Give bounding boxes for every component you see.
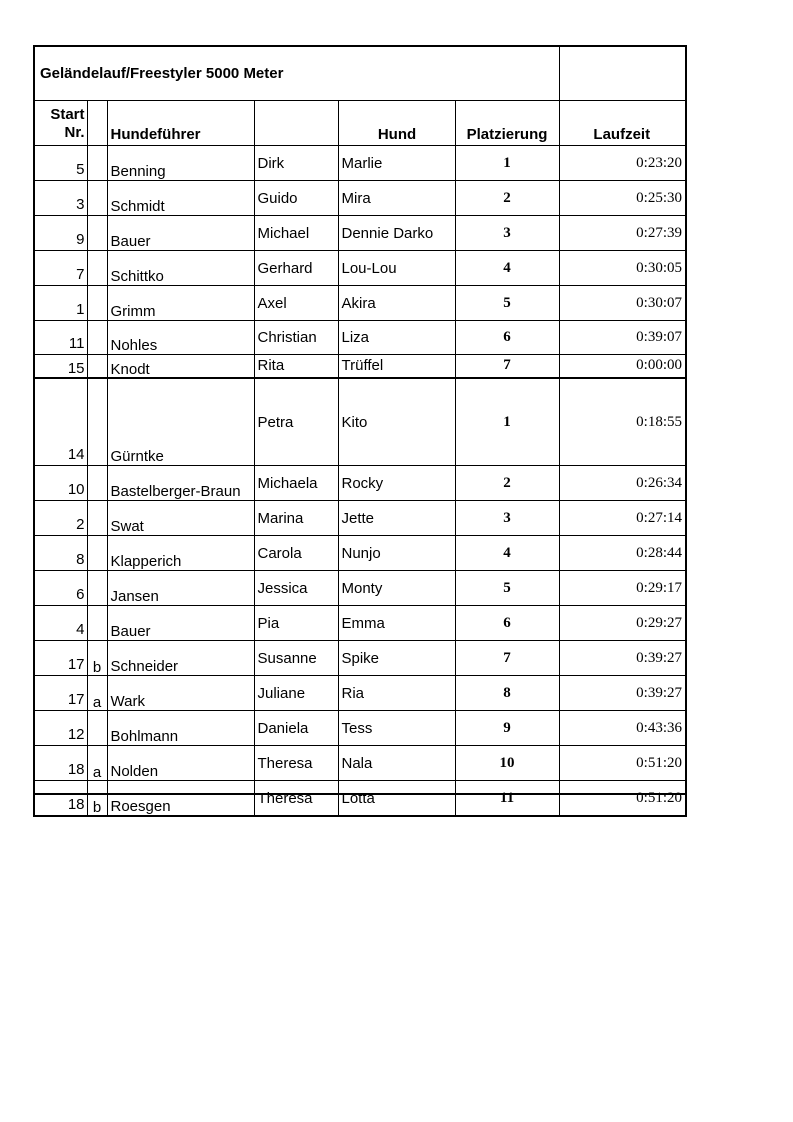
table-row	[34, 378, 686, 466]
dog-name-cell: Jette	[338, 501, 455, 536]
table-row	[34, 355, 686, 379]
header-handler: Hundeführer	[107, 101, 254, 146]
placement-cell: 6	[455, 606, 559, 641]
sub-letter-cell	[87, 466, 107, 501]
table-title: Geländelauf/Freestyler 5000 Meter	[34, 46, 559, 101]
handler-firstname-cell: Gerhard	[254, 251, 338, 286]
placement-cell: 3	[455, 501, 559, 536]
handler-lastname-cell: Nohles	[107, 321, 254, 355]
dog-name-cell: Dennie Darko	[338, 216, 455, 251]
sub-letter-cell	[87, 536, 107, 571]
handler-firstname-cell: Christian	[254, 321, 338, 355]
table-row	[34, 746, 686, 781]
handler-firstname-cell: Theresa	[254, 746, 338, 781]
dog-name-cell: Marlie	[338, 146, 455, 181]
header-row	[34, 101, 686, 146]
handler-lastname-cell: Roesgen	[107, 781, 254, 817]
header-start-line2: Nr.	[64, 124, 85, 141]
placement-cell: 2	[455, 181, 559, 216]
handler-lastname-cell: Swat	[107, 501, 254, 536]
handler-lastname-cell: Benning	[107, 146, 254, 181]
sub-letter-cell	[87, 355, 107, 379]
run-time-cell: 0:27:14	[559, 501, 686, 536]
table-row	[34, 466, 686, 501]
handler-lastname-cell: Schmidt	[107, 181, 254, 216]
placement-cell: 1	[455, 378, 559, 466]
start-number-cell: 17	[34, 641, 87, 676]
handler-lastname-cell: Jansen	[107, 571, 254, 606]
handler-firstname-cell: Juliane	[254, 676, 338, 711]
placement-cell: 1	[455, 146, 559, 181]
dog-name-cell: Akira	[338, 286, 455, 321]
run-time-cell: 0:00:00	[559, 355, 686, 379]
sub-letter-cell: a	[87, 676, 107, 711]
header-start-number	[34, 101, 87, 146]
sub-letter-cell	[87, 146, 107, 181]
handler-lastname-cell: Bastelberger-Braun	[107, 466, 254, 501]
run-time-cell: 0:39:27	[559, 676, 686, 711]
start-number-cell: 11	[34, 321, 87, 355]
sub-letter-cell	[87, 711, 107, 746]
handler-firstname-cell: Pia	[254, 606, 338, 641]
table-row	[34, 606, 686, 641]
sub-letter-cell	[87, 321, 107, 355]
start-number-cell: 5	[34, 146, 87, 181]
handler-firstname-cell: Axel	[254, 286, 338, 321]
table-row	[34, 781, 686, 817]
run-time-cell: 0:39:07	[559, 321, 686, 355]
placement-cell: 8	[455, 676, 559, 711]
title-empty-cell	[559, 46, 686, 101]
table-row	[34, 571, 686, 606]
run-time-cell: 0:30:07	[559, 286, 686, 321]
table-row	[34, 501, 686, 536]
dog-name-cell: Lou-Lou	[338, 251, 455, 286]
handler-firstname-cell: Susanne	[254, 641, 338, 676]
sub-letter-cell: b	[87, 641, 107, 676]
placement-cell: 4	[455, 536, 559, 571]
table-row	[34, 181, 686, 216]
placement-cell: 4	[455, 251, 559, 286]
handler-firstname-cell: Daniela	[254, 711, 338, 746]
table-row	[34, 321, 686, 355]
placement-cell: 6	[455, 321, 559, 355]
placement-cell: 11	[455, 781, 559, 817]
run-time-cell: 0:28:44	[559, 536, 686, 571]
placement-cell: 7	[455, 355, 559, 379]
sub-letter-cell	[87, 286, 107, 321]
handler-firstname-cell: Dirk	[254, 146, 338, 181]
handler-lastname-cell: Knodt	[107, 355, 254, 379]
sub-letter-cell: b	[87, 781, 107, 817]
header-time: Laufzeit	[559, 101, 686, 146]
header-sub	[87, 101, 107, 146]
start-number-cell: 18	[34, 746, 87, 781]
handler-lastname-cell: Bohlmann	[107, 711, 254, 746]
run-time-cell: 0:30:05	[559, 251, 686, 286]
start-number-cell: 14	[34, 378, 87, 466]
handler-firstname-cell: Michael	[254, 216, 338, 251]
run-time-cell: 0:29:17	[559, 571, 686, 606]
placement-cell: 3	[455, 216, 559, 251]
table-row	[34, 641, 686, 676]
sub-letter-cell	[87, 216, 107, 251]
header-start-line1: Start	[50, 106, 85, 123]
start-number-cell: 7	[34, 251, 87, 286]
handler-lastname-cell: Schittko	[107, 251, 254, 286]
sub-letter-cell	[87, 378, 107, 466]
start-number-cell: 10	[34, 466, 87, 501]
handler-firstname-cell: Michaela	[254, 466, 338, 501]
dog-name-cell: Liza	[338, 321, 455, 355]
table-row	[34, 216, 686, 251]
sub-letter-cell	[87, 501, 107, 536]
dog-name-cell: Emma	[338, 606, 455, 641]
placement-cell: 10	[455, 746, 559, 781]
table-row	[34, 286, 686, 321]
dog-name-cell: Ria	[338, 676, 455, 711]
sub-letter-cell	[87, 606, 107, 641]
start-number-cell: 1	[34, 286, 87, 321]
run-time-cell: 0:26:34	[559, 466, 686, 501]
table-row	[34, 676, 686, 711]
placement-cell: 2	[455, 466, 559, 501]
start-number-cell: 3	[34, 181, 87, 216]
placement-cell: 5	[455, 571, 559, 606]
run-time-cell: 0:43:36	[559, 711, 686, 746]
dog-name-cell: Lotta	[338, 781, 455, 817]
handler-lastname-cell: Nolden	[107, 746, 254, 781]
start-number-cell: 6	[34, 571, 87, 606]
handler-firstname-cell: Theresa	[254, 781, 338, 817]
run-time-cell: 0:39:27	[559, 641, 686, 676]
header-dog: Hund	[338, 101, 455, 146]
dog-name-cell: Nala	[338, 746, 455, 781]
placement-cell: 5	[455, 286, 559, 321]
start-number-cell: 18	[34, 781, 87, 817]
start-number-cell: 12	[34, 711, 87, 746]
handler-lastname-cell: Klapperich	[107, 536, 254, 571]
handler-firstname-cell: Petra	[254, 378, 338, 466]
results-table	[33, 45, 687, 817]
placement-cell: 7	[455, 641, 559, 676]
run-time-cell: 0:23:20	[559, 146, 686, 181]
dog-name-cell: Trüffel	[338, 355, 455, 379]
run-time-cell: 0:29:27	[559, 606, 686, 641]
handler-lastname-cell: Bauer	[107, 216, 254, 251]
handler-lastname-cell: Grimm	[107, 286, 254, 321]
bottom-rule	[33, 793, 685, 795]
handler-lastname-cell: Schneider	[107, 641, 254, 676]
sub-letter-cell: a	[87, 746, 107, 781]
dog-name-cell: Tess	[338, 711, 455, 746]
dog-name-cell: Spike	[338, 641, 455, 676]
run-time-cell: 0:27:39	[559, 216, 686, 251]
start-number-cell: 4	[34, 606, 87, 641]
table-row	[34, 536, 686, 571]
start-number-cell: 9	[34, 216, 87, 251]
run-time-cell: 0:51:20	[559, 746, 686, 781]
start-number-cell: 2	[34, 501, 87, 536]
handler-lastname-cell: Gürntke	[107, 378, 254, 466]
dog-name-cell: Rocky	[338, 466, 455, 501]
placement-cell: 9	[455, 711, 559, 746]
handler-firstname-cell: Rita	[254, 355, 338, 379]
header-placement: Platzierung	[455, 101, 559, 146]
run-time-cell: 0:51:20	[559, 781, 686, 817]
handler-lastname-cell: Bauer	[107, 606, 254, 641]
table-row	[34, 251, 686, 286]
handler-firstname-cell: Guido	[254, 181, 338, 216]
dog-name-cell: Mira	[338, 181, 455, 216]
sub-letter-cell	[87, 181, 107, 216]
dog-name-cell: Nunjo	[338, 536, 455, 571]
table-row	[34, 146, 686, 181]
sub-letter-cell	[87, 251, 107, 286]
title-row	[34, 46, 686, 101]
start-number-cell: 8	[34, 536, 87, 571]
handler-firstname-cell: Carola	[254, 536, 338, 571]
dog-name-cell: Kito	[338, 378, 455, 466]
handler-firstname-cell: Marina	[254, 501, 338, 536]
handler-lastname-cell: Wark	[107, 676, 254, 711]
sub-letter-cell	[87, 571, 107, 606]
run-time-cell: 0:18:55	[559, 378, 686, 466]
dog-name-cell: Monty	[338, 571, 455, 606]
run-time-cell: 0:25:30	[559, 181, 686, 216]
table-row	[34, 711, 686, 746]
handler-firstname-cell: Jessica	[254, 571, 338, 606]
start-number-cell: 17	[34, 676, 87, 711]
start-number-cell: 15	[34, 355, 87, 379]
header-firstname	[254, 101, 338, 146]
